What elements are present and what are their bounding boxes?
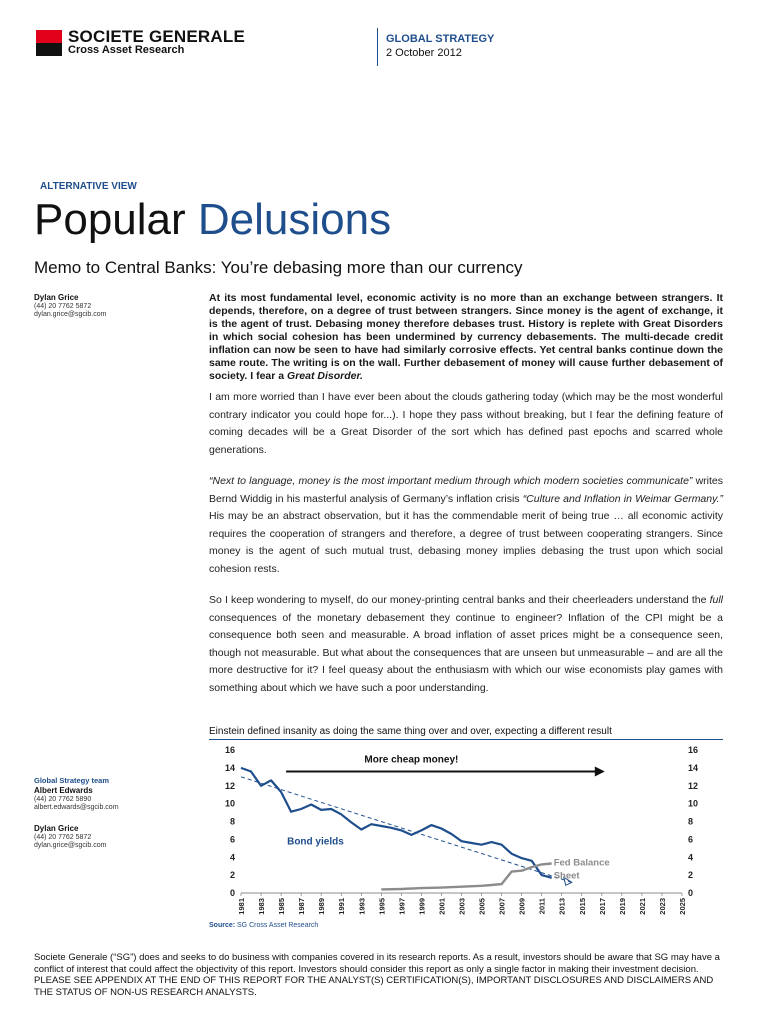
p3-b: consequences of the monetary debasement they continue to engineer? Inflation of the CPI might be a consequence both seen and measurable. A broad inflation of asset prices might be a consequence seen, though not measurable. But what about the consequences that are unseen but unmeasurable – and are all the more destructive for it? I feel queasy about the enthusiasm with which our wise economists play games with something about which we have such a poor understanding. (209, 611, 723, 694)
author-email[interactable]: dylan.grice@sgcib.com (34, 311, 107, 318)
x-tick-label: 2023 (657, 898, 667, 915)
cheap-money-arrowhead (595, 766, 605, 776)
author-phone: (44) 20 7762 5872 (34, 303, 92, 310)
x-tick-label: 2011 (537, 898, 547, 915)
trend-line (241, 777, 572, 882)
x-tick-label: 1993 (357, 898, 367, 915)
x-tick-label: 2001 (437, 898, 447, 915)
y-tick-label-left: 12 (224, 780, 235, 791)
annotation-fed-balance: Fed Balance (553, 857, 610, 869)
chart-source (209, 922, 318, 929)
x-tick-label: 1985 (277, 898, 287, 915)
article-body (209, 292, 723, 697)
logo-black-square (36, 43, 62, 56)
y-tick-label-right: 2 (688, 870, 694, 881)
chart-caption: Einstein defined insanity as doing the same thing over and over, expecting a different result (209, 726, 612, 737)
author-name: Dylan Grice (34, 293, 79, 302)
team-block (34, 776, 184, 850)
y-tick-label-left: 8 (229, 816, 235, 827)
brand-name: SOCIETE GENERALE (68, 27, 246, 46)
p2-mid: writes Bernd Widdig in his masterful analysis of Germany’s inflation crisis (209, 475, 723, 505)
x-tick-label: 1983 (257, 898, 267, 915)
page-title (34, 194, 391, 246)
y-tick-label-left: 4 (229, 852, 235, 863)
x-tick-label: 2013 (557, 898, 567, 915)
y-tick-label-right: 12 (688, 780, 699, 791)
lead-paragraph (209, 292, 723, 383)
team-label: Global Strategy team (34, 776, 110, 785)
y-tick-label-left: 16 (224, 745, 235, 755)
team-member-name: Dylan Grice (34, 824, 79, 833)
p2-rest: His may be an abstract observation, but it has the commendable merit of being true … all economic activity requires the cooperation of strangers and therefore, a degree of trust between cooperating strangers. Since money is the agent of such mutual trust, debasing money implies debasing the trust upon which social cohesion rests. (209, 510, 723, 575)
lead-emphasis: Great Disorder. (287, 370, 363, 382)
y-tick-label-left: 2 (229, 870, 235, 881)
title-part-1: Popular (34, 195, 186, 244)
paragraph-1: I am more worried than I have ever been about the clouds gathering today (which may be the most wonderful contrary indicator you could hope for...). I hope they pass without breaking, but I fear the defining feature of coming decades will be a Great Disorder of the sort which has defined past epochs and scarred whole generations. (209, 391, 723, 456)
annotation-sheet: Sheet (553, 870, 580, 882)
chart-source-text: SG Cross Asset Research (237, 922, 319, 929)
x-tick-label: 2007 (497, 898, 507, 915)
x-tick-label: 1989 (317, 898, 327, 915)
report-date: 2 October 2012 (386, 47, 462, 59)
x-tick-label: 1997 (397, 898, 407, 915)
y-tick-label-right: 14 (688, 762, 699, 773)
annotation-bond-yields: Bond yields (287, 836, 344, 848)
x-tick-label: 2005 (477, 898, 487, 915)
header-divider (377, 28, 378, 66)
team-member-phone: (44) 20 7762 5890 (34, 796, 92, 803)
p3-em: full (709, 594, 723, 606)
paragraph-3 (209, 592, 723, 697)
page-subtitle: Memo to Central Banks: You’re debasing more than our currency (34, 258, 523, 277)
x-tick-label: 2019 (617, 898, 627, 915)
x-tick-label: 1981 (237, 898, 246, 915)
section-label: GLOBAL STRATEGY (386, 33, 495, 45)
p3-a: So I keep wondering to myself, do our money-printing central banks and their cheerleaders understand the (209, 594, 710, 606)
team-member (34, 824, 184, 850)
lead-text: At its most fundamental level, economic activity is no more than an exchange between strangers. It depends, therefore, on a degree of trust between strangers. Since money is the agent of exchange, it is the agent of trust. Debasing money therefore debases trust. History is replete with Great Disorders in which social cohesion has been undermined by currency debasements. The multi-decade credit inflation can now be seen to have had similarly corrosive effects. Yet central banks continue down the same route. The writing is on the wall. Further debasement of money will cause further debasement of society. I fear a (209, 292, 723, 382)
author-block (34, 293, 184, 319)
team-member (34, 786, 184, 812)
p2-quote: “Next to language, money is the most important medium through which modern societies communicate” (209, 475, 693, 487)
team-member-email[interactable]: albert.edwards@sgcib.com (34, 804, 119, 811)
team-member-email[interactable]: dylan.grice@sgcib.com (34, 842, 107, 849)
chart (209, 740, 723, 922)
logo-red-square (36, 30, 62, 43)
x-tick-label: 2017 (597, 898, 607, 915)
brand-logo (36, 30, 62, 56)
chart-source-label: Source: (209, 922, 236, 929)
x-tick-label: 2021 (637, 898, 647, 915)
kicker: ALTERNATIVE VIEW (40, 181, 137, 192)
disclaimer: Societe Generale (“SG”) does and seeks to do business with companies covered in its research reports. As a result, investors should be aware that SG may have a conflict of interest that could affect the objectivity of this report. Investors should consider this report as only a single factor in making their investment decision. PLEASE SEE APPENDIX AT THE END OF THIS REPORT FOR THE ANALYST(S) CERTIFICATION(S), IMPORTANT DISCLOSURES AND DISCLAIMERS AND THE STATUS OF NON-US RESEARCH ANALYSTS. (34, 952, 720, 998)
x-tick-label: 2025 (678, 898, 687, 915)
x-tick-label: 1987 (297, 898, 307, 915)
x-tick-label: 2009 (517, 898, 527, 915)
p2-book: “Culture and Inflation in Weimar Germany.” (522, 492, 723, 505)
y-tick-label-left: 10 (224, 798, 235, 809)
title-part-2: Delusions (197, 195, 392, 244)
y-tick-label-right: 0 (688, 888, 694, 898)
y-tick-label-right: 6 (688, 834, 694, 845)
y-tick-label-right: 16 (688, 745, 699, 755)
y-tick-label-right: 10 (688, 798, 699, 809)
y-tick-label-left: 14 (224, 762, 235, 773)
y-tick-label-left: 0 (229, 888, 235, 898)
series-line-fed-balance-sheet (381, 864, 551, 890)
x-tick-label: 2003 (457, 898, 467, 915)
y-tick-label-left: 6 (229, 834, 235, 845)
x-tick-label: 1991 (337, 898, 347, 915)
x-tick-label: 1995 (377, 898, 387, 915)
x-tick-label: 2015 (577, 898, 587, 915)
series-line-bond-yields (241, 768, 552, 878)
paragraph-2 (209, 473, 723, 578)
y-tick-label-right: 4 (688, 852, 694, 863)
x-tick-label: 1999 (417, 898, 427, 915)
team-member-phone: (44) 20 7762 5872 (34, 834, 92, 841)
y-tick-label-right: 8 (688, 816, 694, 827)
brand-subtitle: Cross Asset Research (68, 44, 185, 56)
annotation-more-cheap-money: More cheap money! (364, 754, 459, 766)
team-member-name: Albert Edwards (34, 786, 93, 795)
